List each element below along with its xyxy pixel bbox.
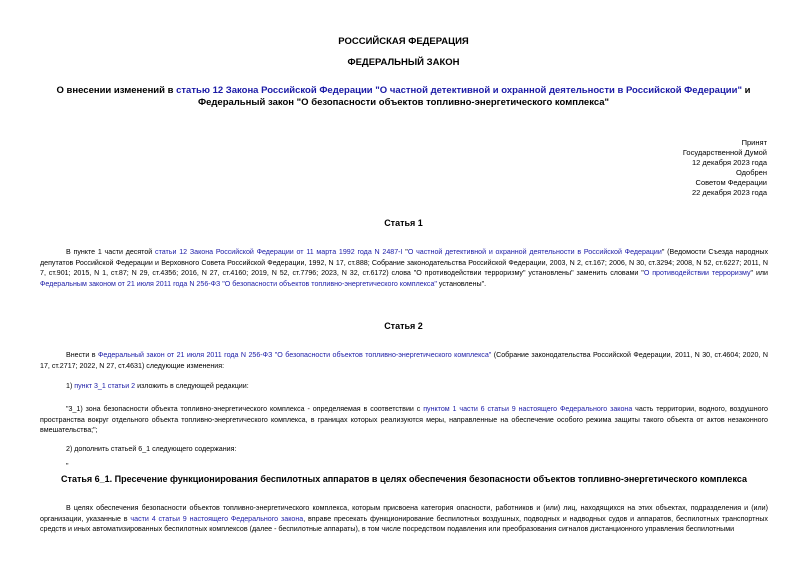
law-title-suffix: и Федеральный закон "О безопасности объектов топливно-энергетического комплекса" xyxy=(197,85,751,108)
law-link[interactable]: статьи 12 Закона Российской Федерации от 11 марта 1992 года N 2487-I xyxy=(155,248,403,256)
law-link[interactable]: части 4 статьи 9 настоящего Федерального закона xyxy=(130,514,304,523)
text-run: " или xyxy=(750,269,769,277)
article-2-intro xyxy=(40,350,768,371)
text-run: В пункте 1 части десятой xyxy=(66,248,156,256)
text-run: "3_1) зона безопасности объекта топливно-энергетического комплекса - определяемая в соответствии с xyxy=(66,405,424,413)
approval-line: Советом Федерации xyxy=(695,178,767,187)
text-run: " (Ведомости Съезда народных депутатов Российской Федерации и Верховного Совета Российской Федерации, 1992, N 17, ст.888; Собрание законодательства Российской Федерации, 2003, N 2, ст.167; 2006, N 30, ст.3294; 2008, N 52, ст.6227; 2011, N 7, ст.901; 2015, N 1, ст.87; N 29, ст.4356; 2016, N 27, ст.4160; 2019, N 52, ст.7796; 2023, N 32, ст.6172) слова "О противодействии терроризму" установлены" заменить словами " xyxy=(40,248,768,277)
article-6-1-text xyxy=(40,503,768,535)
text-run: Внести в xyxy=(66,351,99,359)
law-title-prefix: О внесении изменений в xyxy=(56,85,177,96)
article-2-heading: Статья 2 xyxy=(384,321,423,331)
law-link[interactable]: пунктом 1 части 6 статьи 9 настоящего Федерального закона xyxy=(423,405,633,413)
law-link[interactable]: О противодействии терроризму xyxy=(643,269,751,277)
adoption-line: Государственной Думой xyxy=(682,148,767,157)
text-run: (Собрание законодательства Российской Федерации, 2011, N 30, ст.4604; 2020, N 17, ст.2717; 2022, N 27, ст.4631) следующие изменения: xyxy=(40,351,768,370)
law-link[interactable]: Федеральный закон от 21 июля 2011 года N 256-ФЗ "О безопасности объектов топливно-энергетического комплекса" xyxy=(98,351,492,359)
article-2-item-2: 2) дополнить статьей 6_1 следующего содержания: xyxy=(66,445,237,453)
law-link[interactable]: О частной детективной и охранной деятельности в Российской Федерации xyxy=(407,248,662,256)
text-run: , вправе пресекать функционирование беспилотных воздушных, подводных и надводных судов и аппаратов, беспилотных транспортных средств и иных автоматизированных беспилотных комплексов (далее - беспилотные аппараты), в том числе посредством подавления или преобразования сигналов дистанционного управления беспилотными xyxy=(40,514,768,533)
text-run: часть территории, водного, воздушного пространства вокруг отдельного объекта топливно-энергетического комплекса, в границах которых реализуются меры, направленные на обеспечение особого режима защиты такого объекта от актов незаконного вмешательства;"; xyxy=(40,405,768,434)
text-run: " xyxy=(402,248,408,256)
adoption-line: Принят xyxy=(741,138,767,147)
article-1-heading: Статья 1 xyxy=(384,218,423,228)
law-type-heading: ФЕДЕРАЛЬНЫЙ ЗАКОН xyxy=(347,57,460,68)
opening-quote: " xyxy=(66,463,69,470)
law-link[interactable]: пункт 3_1 статьи 2 xyxy=(74,382,136,390)
article-1-text xyxy=(40,247,768,289)
article-2-item-1 xyxy=(40,381,768,392)
country-heading: РОССИЙСКАЯ ФЕДЕРАЦИЯ xyxy=(338,36,469,47)
law-title xyxy=(40,85,767,109)
text-run: В целях обеспечения безопасности объектов топливно-энергетического комплекса, которым присвоена категория опасности, работников и (или) лиц, находящихся на этих объектах, подразделения и (или) организации, указанные в xyxy=(40,504,768,523)
adoption-date: 12 декабря 2023 года xyxy=(691,158,767,167)
text-run: изложить в следующей редакции: xyxy=(135,382,249,390)
text-run: установлены". xyxy=(436,279,487,288)
approval-line: Одобрен xyxy=(736,168,767,177)
article-2-quote-3-1 xyxy=(40,404,768,436)
text-run: 1) xyxy=(66,382,75,390)
law-title-link[interactable]: статью 12 Закона Российской Федерации "О частной детективной и охранной деятельности в Российской Федерации" xyxy=(176,85,742,96)
adoption-block xyxy=(567,138,767,198)
approval-date: 22 декабря 2023 года xyxy=(691,188,767,197)
law-link[interactable]: Федеральным законом от 21 июля 2011 года N 256-ФЗ "О безопасности объектов топливно-энергетического комплекса" xyxy=(40,279,437,288)
article-6-1-heading: Статья 6_1. Пресечение функционирования беспилотных аппаратов в целях обеспечения безопасности объектов топливно-энергетического комплекса xyxy=(61,474,747,484)
